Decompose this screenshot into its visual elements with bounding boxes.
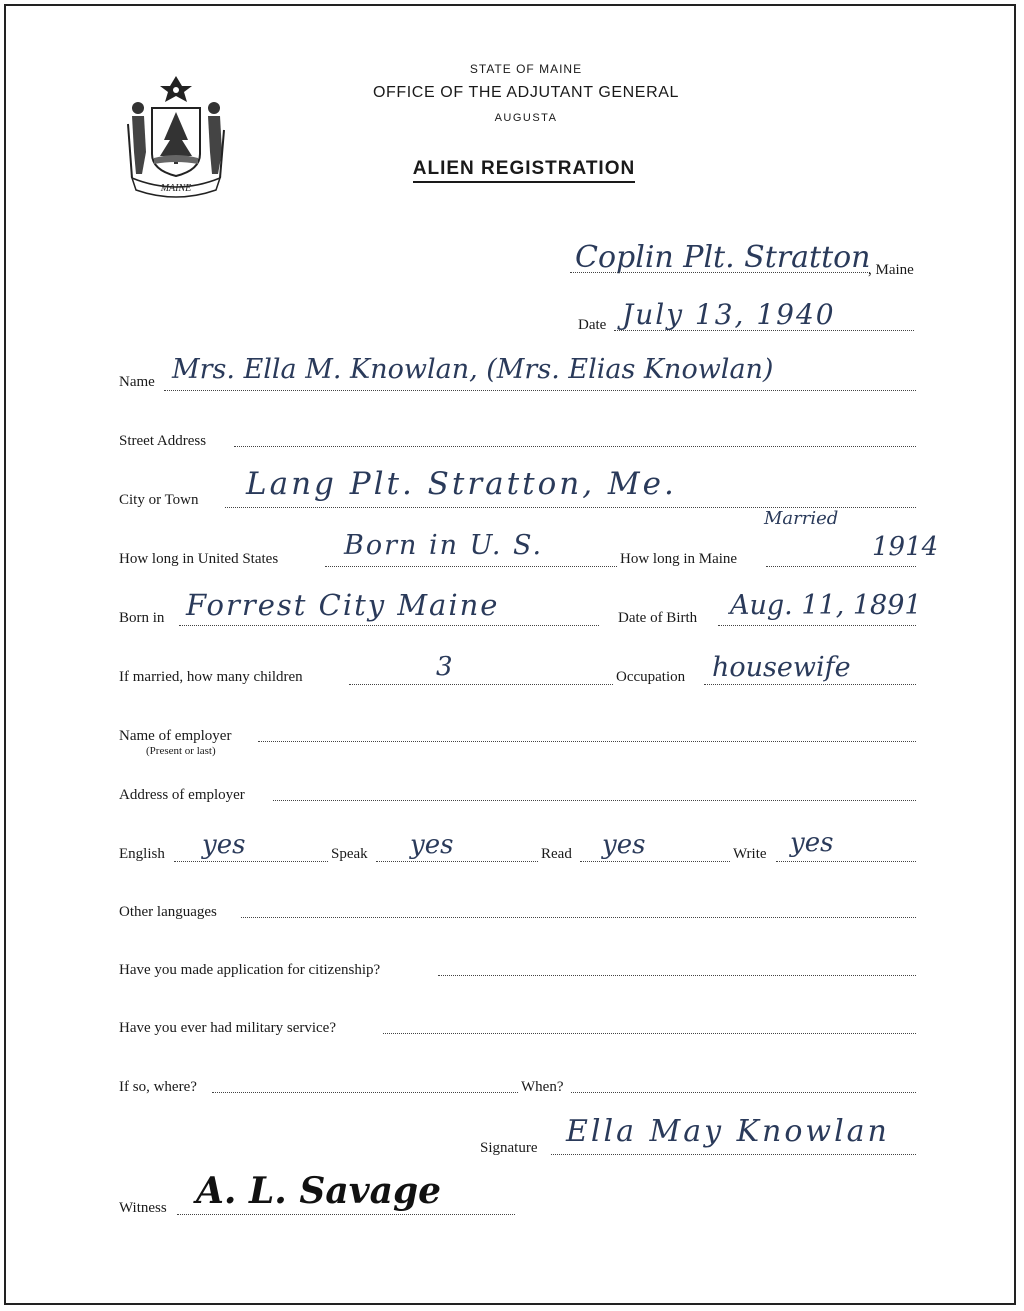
write-line [776, 861, 916, 862]
signature-label: Signature [480, 1140, 538, 1156]
name-value: Mrs. Ella M. Knowlan, (Mrs. Elias Knowlan) [172, 354, 774, 385]
employer-address-line [273, 800, 916, 801]
street-address-label: Street Address [119, 433, 207, 449]
employer-name-sublabel: (Present or last) [146, 745, 216, 757]
when-line [571, 1092, 916, 1093]
employer-name-label: Name of employer [119, 728, 232, 744]
witness-label: Witness [119, 1200, 167, 1216]
other-languages-label: Other languages [119, 904, 217, 920]
speak-value: yes [410, 830, 454, 860]
location-state-label: , Maine [868, 262, 914, 278]
where-line [212, 1092, 518, 1093]
english-label: English [119, 846, 165, 862]
dob-label: Date of Birth [618, 610, 698, 626]
city-label: City or Town [119, 492, 199, 508]
speak-label: Speak [331, 846, 368, 862]
signature-line [551, 1154, 916, 1155]
form-title [12, 158, 1024, 180]
maine-duration-note: Married [764, 508, 839, 529]
children-line [349, 684, 613, 685]
military-label: Have you ever had military service? [119, 1020, 336, 1036]
name-line [164, 390, 916, 391]
read-value: yes [602, 830, 646, 860]
english-value: yes [202, 830, 246, 860]
born-in-value: Forrest City Maine [186, 588, 500, 622]
date-label: Date [578, 317, 607, 333]
form-title-text: ALIEN REGISTRATION [413, 158, 635, 183]
employer-address-label: Address of employer [119, 787, 245, 803]
occupation-value: housewife [712, 652, 851, 683]
street-address-line [234, 446, 916, 447]
maine-duration-line [766, 566, 916, 567]
date-value: July 13, 1940 [622, 298, 836, 331]
us-duration-value: Born in U. S. [344, 530, 544, 561]
born-in-line [179, 625, 599, 626]
employer-name-line [258, 741, 916, 742]
signature-value: Ella May Knowlan [566, 1114, 890, 1149]
other-languages-line [241, 917, 916, 918]
dob-line [718, 625, 916, 626]
city-value: Lang Plt. Stratton, Me. [246, 466, 677, 502]
state-heading: STATE OF MAINE [469, 62, 583, 76]
seal-banner-text: MAINE [160, 183, 192, 194]
when-label: When? [521, 1079, 564, 1095]
citizenship-line [438, 975, 916, 976]
us-duration-line [325, 566, 617, 567]
where-label: If so, where? [119, 1079, 197, 1095]
maine-duration-value: 1914 [872, 532, 939, 562]
read-label: Read [541, 846, 572, 862]
us-duration-label: How long in United States [119, 551, 279, 567]
write-value: yes [790, 828, 834, 858]
speak-line [376, 861, 538, 862]
location-value: Coplin Plt. Stratton [575, 240, 871, 275]
read-line [580, 861, 730, 862]
office-heading: OFFICE OF THE ADJUTANT GENERAL [372, 84, 680, 101]
page-border [4, 4, 1016, 1305]
city-heading: AUGUSTA [494, 112, 558, 124]
witness-value: A. L. Savage [196, 1170, 442, 1212]
military-line [383, 1033, 916, 1034]
occupation-label: Occupation [616, 669, 686, 685]
dob-value: Aug. 11, 1891 [730, 590, 922, 621]
witness-line [177, 1214, 515, 1215]
citizenship-label: Have you made application for citizenship? [119, 962, 381, 978]
children-label: If married, how many children [119, 669, 303, 685]
maine-duration-label: How long in Maine [620, 551, 738, 567]
occupation-line [704, 684, 916, 685]
location-line [570, 272, 870, 273]
name-label: Name [119, 374, 155, 390]
children-value: 3 [436, 652, 453, 682]
write-label: Write [733, 846, 767, 862]
english-line [174, 861, 328, 862]
born-in-label: Born in [119, 610, 165, 626]
